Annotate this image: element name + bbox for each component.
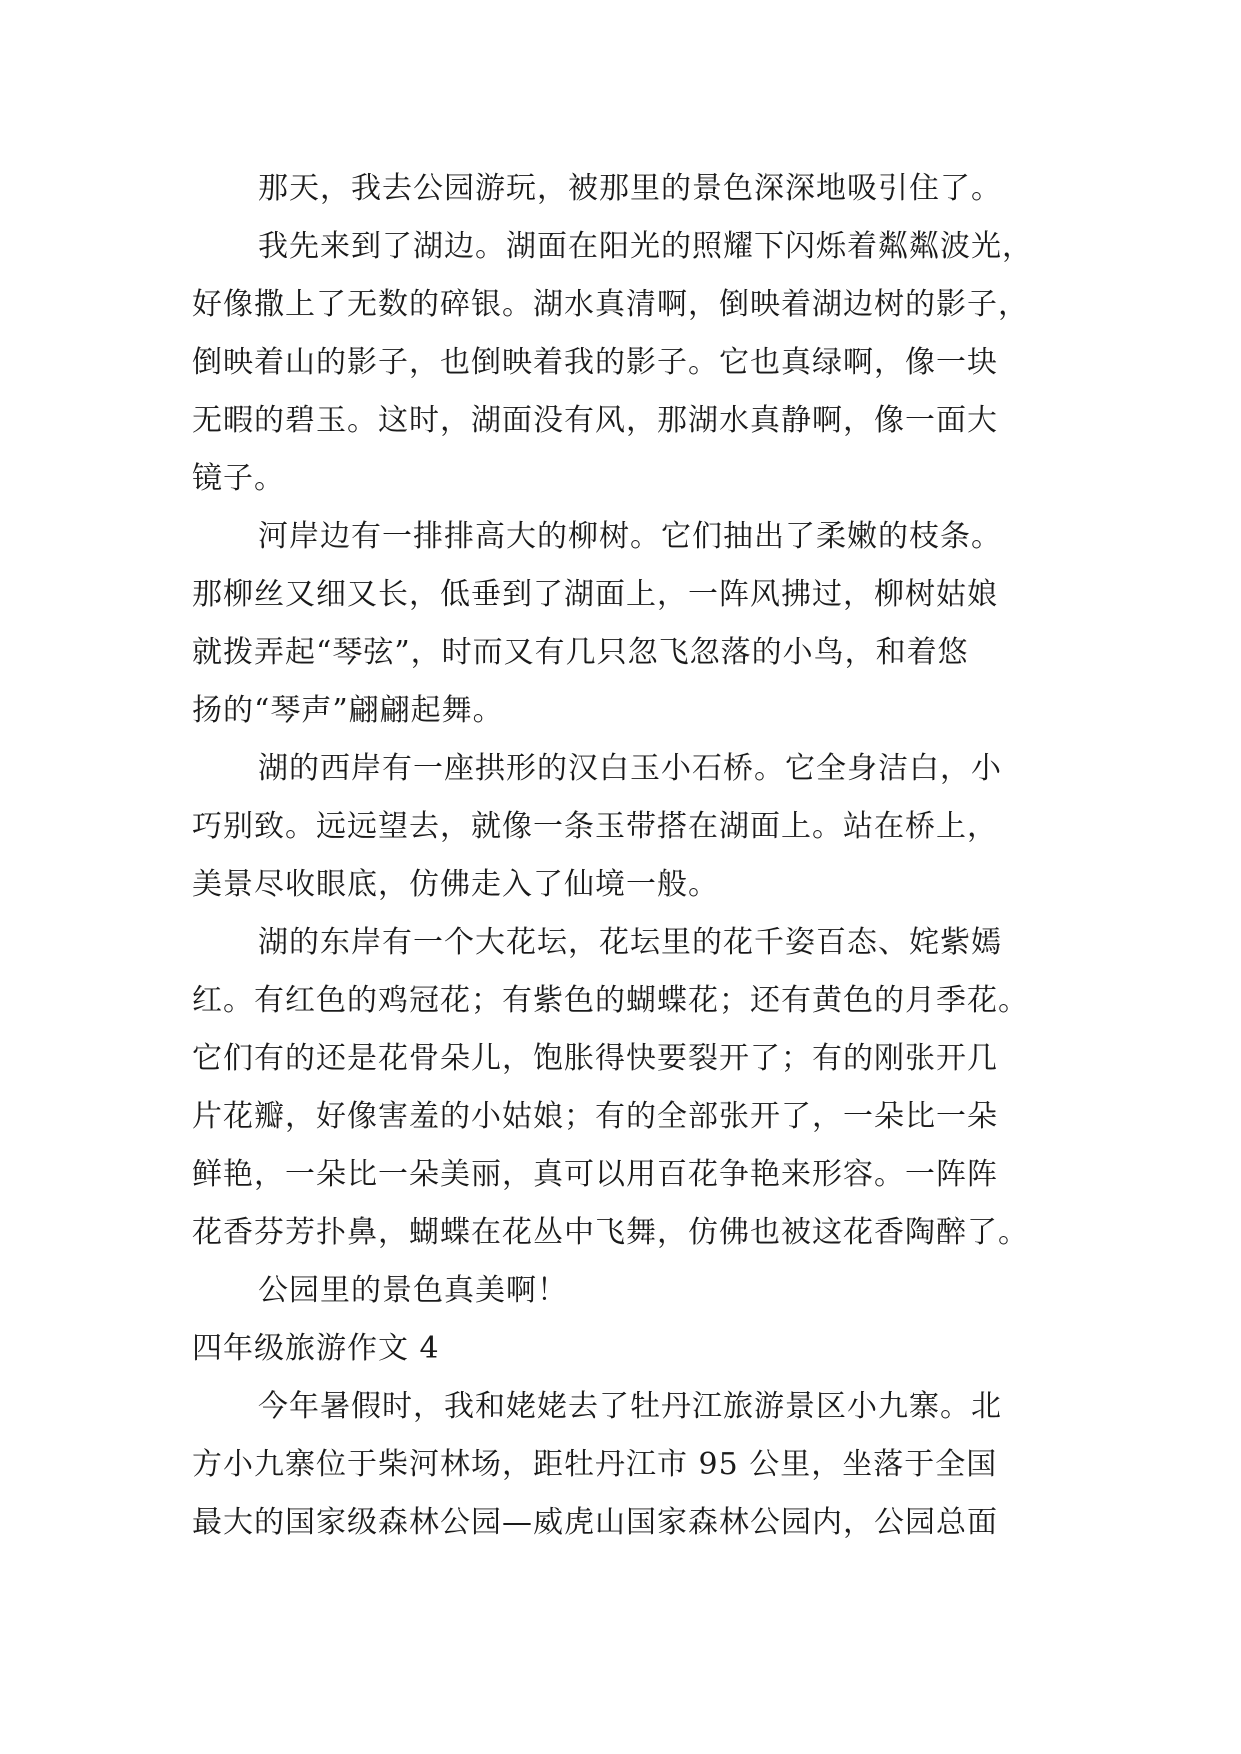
text-line: 今年暑假时，我和姥姥去了牡丹江旅游景区小九寨。北 <box>258 1389 1002 1424</box>
text-line: 那天，我去公园游玩，被那里的景色深深地吸引住了。 <box>258 171 1002 206</box>
text-line: 河岸边有一排排高大的柳树。它们抽出了柔嫩的枝条。 <box>258 519 1002 554</box>
text-line: 红。有红色的鸡冠花；有紫色的蝴蝶花；还有黄色的月季花。 <box>192 983 1029 1018</box>
text-line: 美景尽收眼底，仿佛走入了仙境一般。 <box>192 867 719 902</box>
text-line: 好像撒上了无数的碎银。湖水真清啊，倒映着湖边树的影子， <box>192 287 1029 322</box>
text-line: 它们有的还是花骨朵儿，饱胀得快要裂开了；有的刚张开几 <box>192 1041 998 1076</box>
text-line: 扬的“琴声”翩翩起舞。 <box>192 693 504 728</box>
text-line: 最大的国家级森林公园—威虎山国家森林公园内，公园总面 <box>192 1505 998 1540</box>
text-line: 鲜艳，一朵比一朵美丽，真可以用百花争艳来形容。一阵阵 <box>192 1157 998 1192</box>
text-line: 公园里的景色真美啊！ <box>258 1273 568 1308</box>
text-line: 倒映着山的影子，也倒映着我的影子。它也真绿啊，像一块 <box>192 345 998 380</box>
section-heading: 四年级旅游作文 4 <box>192 1331 440 1366</box>
text-line: 镜子。 <box>192 461 285 496</box>
text-line: 那柳丝又细又长，低垂到了湖面上，一阵风拂过，柳树姑娘 <box>192 577 998 612</box>
text-line: 湖的西岸有一座拱形的汉白玉小石桥。它全身洁白，小 <box>258 751 1002 786</box>
text-line: 就拨弄起“琴弦”，时而又有几只忽飞忽落的小鸟，和着悠 <box>192 635 969 670</box>
text-line: 无暇的碧玉。这时，湖面没有风，那湖水真静啊，像一面大 <box>192 403 998 438</box>
text-line: 巧别致。远远望去，就像一条玉带搭在湖面上。站在桥上， <box>192 809 998 844</box>
text-line: 片花瓣，好像害羞的小姑娘；有的全部张开了，一朵比一朵 <box>192 1099 998 1134</box>
text-line: 我先来到了湖边。湖面在阳光的照耀下闪烁着粼粼波光， <box>258 229 1033 264</box>
text-line: 花香芬芳扑鼻，蝴蝶在花丛中飞舞，仿佛也被这花香陶醉了。 <box>192 1215 1029 1250</box>
text-line: 湖的东岸有一个大花坛，花坛里的花千姿百态、姹紫嫣 <box>258 925 1002 960</box>
text-line: 方小九寨位于柴河林场，距牡丹江市 95 公里，坐落于全国 <box>192 1447 998 1482</box>
document-body <box>192 160 1052 1552</box>
